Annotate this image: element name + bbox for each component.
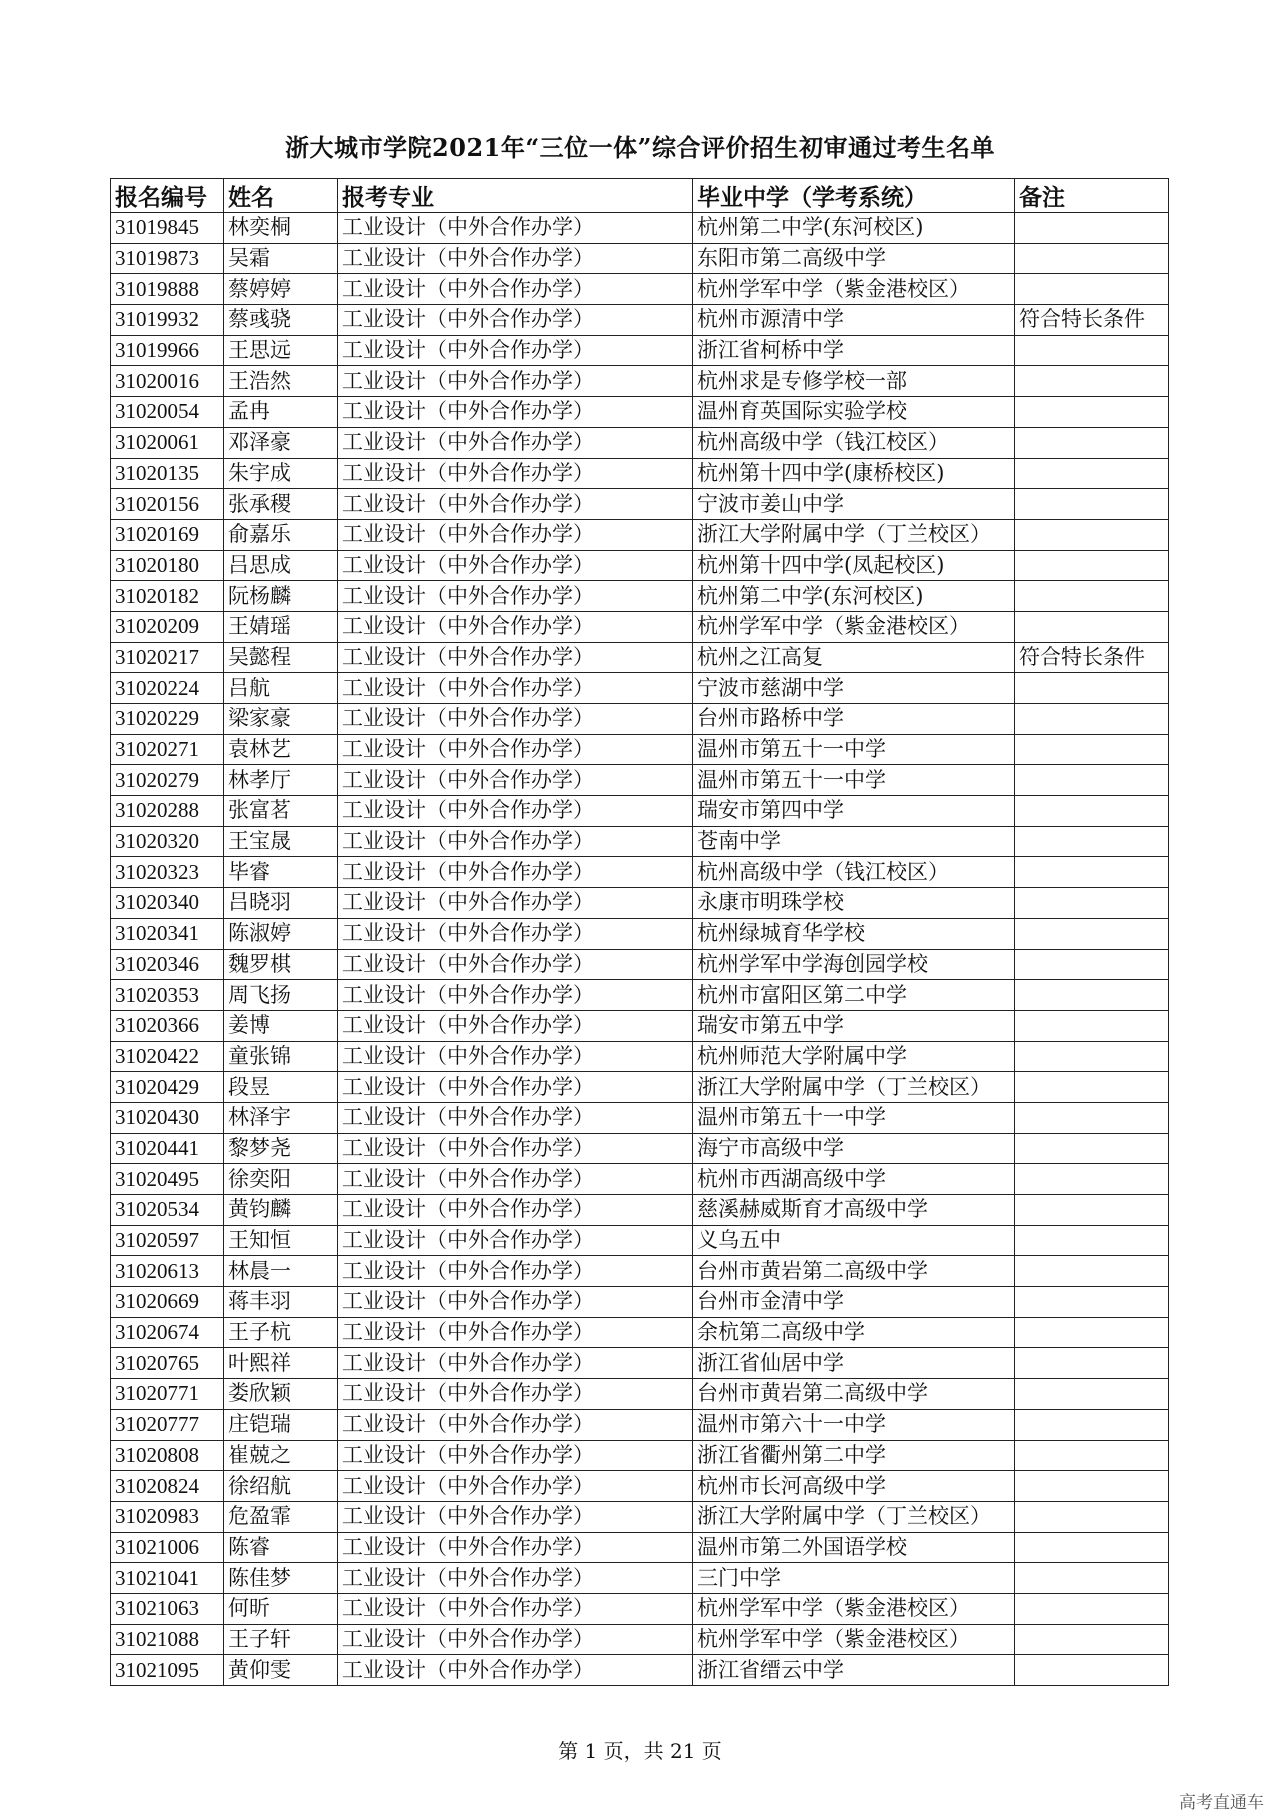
cell-major: 工业设计（中外合作办学） [338, 611, 693, 642]
cell-remark [1015, 826, 1169, 857]
cell-school: 杭州高级中学（钱江校区） [693, 427, 1015, 458]
cell-major: 工业设计（中外合作办学） [338, 1010, 693, 1041]
cell-remark [1015, 1532, 1169, 1563]
cell-id: 31020824 [111, 1471, 224, 1502]
candidate-table [110, 178, 1169, 1686]
cell-major: 工业设计（中外合作办学） [338, 918, 693, 949]
cell-school: 杭州学军中学海创园学校 [693, 949, 1015, 980]
table-row [111, 1409, 1169, 1440]
header-school: 毕业中学（学考系统） [693, 179, 1015, 213]
cell-major: 工业设计（中外合作办学） [338, 550, 693, 581]
cell-school: 杭州求是专修学校一部 [693, 366, 1015, 397]
cell-name: 黄钧麟 [224, 1195, 338, 1226]
cell-id: 31020983 [111, 1501, 224, 1532]
cell-major: 工业设计（中外合作办学） [338, 581, 693, 612]
table-row [111, 888, 1169, 919]
cell-remark [1015, 980, 1169, 1011]
cell-school: 杭州市西湖高级中学 [693, 1164, 1015, 1195]
cell-id: 31019966 [111, 335, 224, 366]
cell-remark [1015, 765, 1169, 796]
page-number: 第 1 页，共 21 页 [558, 1739, 722, 1763]
cell-remark [1015, 458, 1169, 489]
table-row [111, 427, 1169, 458]
table-header-row [111, 179, 1169, 213]
cell-major: 工业设计（中外合作办学） [338, 1348, 693, 1379]
cell-name: 黄仰雯 [224, 1655, 338, 1686]
cell-school: 台州市金清中学 [693, 1287, 1015, 1318]
cell-name: 叶熙祥 [224, 1348, 338, 1379]
cell-major: 工业设计（中外合作办学） [338, 1593, 693, 1624]
cell-major: 工业设计（中外合作办学） [338, 826, 693, 857]
table-row [111, 734, 1169, 765]
table-row [111, 857, 1169, 888]
cell-name: 危盈霏 [224, 1501, 338, 1532]
cell-remark [1015, 1317, 1169, 1348]
cell-name: 袁林艺 [224, 734, 338, 765]
cell-id: 31020429 [111, 1072, 224, 1103]
cell-school: 慈溪赫威斯育才高级中学 [693, 1195, 1015, 1226]
cell-remark [1015, 949, 1169, 980]
cell-remark [1015, 1501, 1169, 1532]
cell-school: 杭州高级中学（钱江校区） [693, 857, 1015, 888]
cell-id: 31020320 [111, 826, 224, 857]
cell-name: 林泽宇 [224, 1102, 338, 1133]
cell-remark [1015, 1471, 1169, 1502]
cell-id: 31020169 [111, 519, 224, 550]
cell-major: 工业设计（中外合作办学） [338, 1471, 693, 1502]
cell-name: 徐绍航 [224, 1471, 338, 1502]
cell-school: 杭州市源清中学 [693, 305, 1015, 336]
cell-remark [1015, 1624, 1169, 1655]
cell-school: 温州市第六十一中学 [693, 1409, 1015, 1440]
cell-major: 工业设计（中外合作办学） [338, 1256, 693, 1287]
cell-remark: 符合特长条件 [1015, 642, 1169, 673]
watermark: 高考直通车 [1179, 1793, 1264, 1813]
cell-id: 31020135 [111, 458, 224, 489]
cell-name: 魏罗棋 [224, 949, 338, 980]
cell-id: 31020422 [111, 1041, 224, 1072]
cell-major: 工业设计（中外合作办学） [338, 1287, 693, 1318]
cell-name: 孟冉 [224, 397, 338, 428]
cell-major: 工业设计（中外合作办学） [338, 335, 693, 366]
cell-id: 31020209 [111, 611, 224, 642]
cell-school: 杭州第十四中学(凤起校区) [693, 550, 1015, 581]
cell-major: 工业设计（中外合作办学） [338, 949, 693, 980]
cell-remark [1015, 1655, 1169, 1686]
cell-id: 31020054 [111, 397, 224, 428]
cell-id: 31019932 [111, 305, 224, 336]
cell-id: 31020808 [111, 1440, 224, 1471]
cell-id: 31020765 [111, 1348, 224, 1379]
cell-id: 31020366 [111, 1010, 224, 1041]
cell-school: 温州市第二外国语学校 [693, 1532, 1015, 1563]
cell-id: 31021063 [111, 1593, 224, 1624]
cell-school: 台州市黄岩第二高级中学 [693, 1256, 1015, 1287]
table-row [111, 1532, 1169, 1563]
cell-remark [1015, 1440, 1169, 1471]
cell-id: 31019888 [111, 274, 224, 305]
cell-remark [1015, 489, 1169, 520]
cell-major: 工业设计（中外合作办学） [338, 243, 693, 274]
cell-remark [1015, 1563, 1169, 1594]
cell-remark [1015, 1072, 1169, 1103]
cell-school: 瑞安市第四中学 [693, 796, 1015, 827]
cell-name: 王知恒 [224, 1225, 338, 1256]
cell-major: 工业设计（中外合作办学） [338, 1532, 693, 1563]
table-row [111, 519, 1169, 550]
table-row [111, 1072, 1169, 1103]
cell-id: 31019873 [111, 243, 224, 274]
table-row [111, 1102, 1169, 1133]
cell-remark [1015, 857, 1169, 888]
cell-name: 蒋丰羽 [224, 1287, 338, 1318]
cell-name: 俞嘉乐 [224, 519, 338, 550]
cell-name: 张承稷 [224, 489, 338, 520]
cell-school: 瑞安市第五中学 [693, 1010, 1015, 1041]
cell-major: 工业设计（中外合作办学） [338, 1624, 693, 1655]
cell-major: 工业设计（中外合作办学） [338, 1072, 693, 1103]
table-row [111, 1471, 1169, 1502]
table-row [111, 1041, 1169, 1072]
cell-name: 王思远 [224, 335, 338, 366]
cell-school: 海宁市高级中学 [693, 1133, 1015, 1164]
cell-id: 31020279 [111, 765, 224, 796]
cell-school: 杭州第二中学(东河校区) [693, 213, 1015, 244]
table-row [111, 1563, 1169, 1594]
cell-school: 义乌五中 [693, 1225, 1015, 1256]
cell-id: 31021088 [111, 1624, 224, 1655]
table-row [111, 1133, 1169, 1164]
cell-major: 工业设计（中外合作办学） [338, 704, 693, 735]
table-row [111, 1164, 1169, 1195]
table-row [111, 642, 1169, 673]
cell-remark [1015, 888, 1169, 919]
cell-major: 工业设计（中外合作办学） [338, 213, 693, 244]
cell-major: 工业设计（中外合作办学） [338, 1440, 693, 1471]
cell-id: 31021041 [111, 1563, 224, 1594]
cell-id: 31020495 [111, 1164, 224, 1195]
cell-name: 林孝厅 [224, 765, 338, 796]
cell-remark [1015, 1256, 1169, 1287]
cell-name: 朱宇成 [224, 458, 338, 489]
cell-school: 浙江省仙居中学 [693, 1348, 1015, 1379]
cell-major: 工业设计（中外合作办学） [338, 427, 693, 458]
table-row [111, 550, 1169, 581]
cell-id: 31020156 [111, 489, 224, 520]
cell-major: 工业设计（中外合作办学） [338, 1225, 693, 1256]
table-row [111, 1225, 1169, 1256]
cell-school: 杭州师范大学附属中学 [693, 1041, 1015, 1072]
cell-name: 周飞扬 [224, 980, 338, 1011]
table-row [111, 1440, 1169, 1471]
table-row [111, 704, 1169, 735]
cell-id: 31020534 [111, 1195, 224, 1226]
cell-school: 浙江省衢州第二中学 [693, 1440, 1015, 1471]
cell-major: 工业设计（中外合作办学） [338, 1379, 693, 1410]
cell-remark [1015, 1041, 1169, 1072]
cell-name: 林晨一 [224, 1256, 338, 1287]
cell-name: 徐奕阳 [224, 1164, 338, 1195]
cell-major: 工业设计（中外合作办学） [338, 888, 693, 919]
cell-remark [1015, 796, 1169, 827]
cell-major: 工业设计（中外合作办学） [338, 1563, 693, 1594]
page-title: 浙大城市学院2021年“三位一体”综合评价招生初审通过考生名单 [285, 133, 995, 162]
cell-remark [1015, 1379, 1169, 1410]
table-row [111, 1256, 1169, 1287]
cell-name: 吕晓羽 [224, 888, 338, 919]
cell-major: 工业设计（中外合作办学） [338, 305, 693, 336]
cell-remark [1015, 427, 1169, 458]
cell-remark [1015, 581, 1169, 612]
cell-remark [1015, 1287, 1169, 1318]
cell-name: 黎梦尧 [224, 1133, 338, 1164]
table-row [111, 796, 1169, 827]
cell-school: 杭州第二中学(东河校区) [693, 581, 1015, 612]
cell-school: 浙江大学附属中学（丁兰校区） [693, 1501, 1015, 1532]
cell-school: 杭州第十四中学(康桥校区) [693, 458, 1015, 489]
cell-id: 31020353 [111, 980, 224, 1011]
cell-school: 杭州学军中学（紫金港校区） [693, 274, 1015, 305]
cell-major: 工业设计（中外合作办学） [338, 765, 693, 796]
cell-school: 杭州市长河高级中学 [693, 1471, 1015, 1502]
table-row [111, 1655, 1169, 1686]
table-row [111, 366, 1169, 397]
cell-id: 31021095 [111, 1655, 224, 1686]
cell-school: 三门中学 [693, 1563, 1015, 1594]
table-row [111, 1317, 1169, 1348]
cell-remark [1015, 1195, 1169, 1226]
cell-name: 吕思成 [224, 550, 338, 581]
table-row [111, 243, 1169, 274]
table-row [111, 458, 1169, 489]
cell-remark [1015, 611, 1169, 642]
cell-school: 宁波市姜山中学 [693, 489, 1015, 520]
cell-name: 王子杭 [224, 1317, 338, 1348]
cell-name: 吕航 [224, 673, 338, 704]
cell-major: 工业设计（中外合作办学） [338, 796, 693, 827]
cell-school: 东阳市第二高级中学 [693, 243, 1015, 274]
table-row [111, 1379, 1169, 1410]
cell-name: 吴霜 [224, 243, 338, 274]
cell-name: 段昱 [224, 1072, 338, 1103]
table-row [111, 1195, 1169, 1226]
cell-remark [1015, 918, 1169, 949]
cell-major: 工业设计（中外合作办学） [338, 673, 693, 704]
cell-remark: 符合特长条件 [1015, 305, 1169, 336]
cell-remark [1015, 1593, 1169, 1624]
cell-id: 31020271 [111, 734, 224, 765]
table-row [111, 305, 1169, 336]
table-row [111, 335, 1169, 366]
table-row [111, 765, 1169, 796]
cell-school: 永康市明珠学校 [693, 888, 1015, 919]
cell-id: 31020441 [111, 1133, 224, 1164]
cell-remark [1015, 335, 1169, 366]
cell-id: 31020224 [111, 673, 224, 704]
table-row [111, 213, 1169, 244]
cell-remark [1015, 1225, 1169, 1256]
table-row [111, 826, 1169, 857]
header-name: 姓名 [224, 179, 338, 213]
cell-name: 陈佳梦 [224, 1563, 338, 1594]
cell-name: 毕睿 [224, 857, 338, 888]
cell-id: 31020346 [111, 949, 224, 980]
cell-major: 工业设计（中外合作办学） [338, 857, 693, 888]
cell-id: 31020229 [111, 704, 224, 735]
cell-name: 童张锦 [224, 1041, 338, 1072]
cell-major: 工业设计（中外合作办学） [338, 1133, 693, 1164]
cell-school: 台州市路桥中学 [693, 704, 1015, 735]
table-row [111, 918, 1169, 949]
table-row [111, 1624, 1169, 1655]
table-body [111, 213, 1169, 1686]
table-row [111, 1501, 1169, 1532]
cell-name: 何昕 [224, 1593, 338, 1624]
cell-school: 温州市第五十一中学 [693, 765, 1015, 796]
cell-id: 31020180 [111, 550, 224, 581]
cell-major: 工业设计（中外合作办学） [338, 1195, 693, 1226]
table-row [111, 397, 1169, 428]
table-row [111, 1287, 1169, 1318]
cell-name: 陈淑婷 [224, 918, 338, 949]
cell-id: 31020341 [111, 918, 224, 949]
cell-school: 浙江省柯桥中学 [693, 335, 1015, 366]
cell-id: 31020771 [111, 1379, 224, 1410]
cell-school: 浙江省缙云中学 [693, 1655, 1015, 1686]
cell-name: 陈睿 [224, 1532, 338, 1563]
header-major: 报考专业 [338, 179, 693, 213]
cell-remark [1015, 1348, 1169, 1379]
cell-remark [1015, 366, 1169, 397]
cell-name: 邓泽豪 [224, 427, 338, 458]
cell-major: 工业设计（中外合作办学） [338, 1102, 693, 1133]
cell-remark [1015, 1010, 1169, 1041]
cell-name: 阮杨麟 [224, 581, 338, 612]
cell-major: 工业设计（中外合作办学） [338, 489, 693, 520]
cell-school: 余杭第二高级中学 [693, 1317, 1015, 1348]
cell-remark [1015, 734, 1169, 765]
cell-major: 工业设计（中外合作办学） [338, 1501, 693, 1532]
cell-name: 吴懿程 [224, 642, 338, 673]
cell-name: 王婧瑶 [224, 611, 338, 642]
header-id: 报名编号 [111, 179, 224, 213]
cell-school: 苍南中学 [693, 826, 1015, 857]
cell-id: 31021006 [111, 1532, 224, 1563]
cell-remark [1015, 397, 1169, 428]
cell-name: 娄欣颖 [224, 1379, 338, 1410]
cell-name: 王子轩 [224, 1624, 338, 1655]
cell-school: 杭州学军中学（紫金港校区） [693, 1593, 1015, 1624]
table-row [111, 1593, 1169, 1624]
cell-id: 31020061 [111, 427, 224, 458]
cell-remark [1015, 704, 1169, 735]
cell-school: 浙江大学附属中学（丁兰校区） [693, 1072, 1015, 1103]
cell-major: 工业设计（中外合作办学） [338, 397, 693, 428]
table-row [111, 1010, 1169, 1041]
cell-school: 杭州绿城育华学校 [693, 918, 1015, 949]
cell-remark [1015, 274, 1169, 305]
cell-name: 姜博 [224, 1010, 338, 1041]
cell-name: 林奕桐 [224, 213, 338, 244]
cell-remark [1015, 519, 1169, 550]
cell-id: 31020288 [111, 796, 224, 827]
cell-id: 31020597 [111, 1225, 224, 1256]
cell-school: 杭州学军中学（紫金港校区） [693, 611, 1015, 642]
cell-school: 台州市黄岩第二高级中学 [693, 1379, 1015, 1410]
table-row [111, 1348, 1169, 1379]
cell-id: 31020777 [111, 1409, 224, 1440]
cell-name: 崔兢之 [224, 1440, 338, 1471]
cell-major: 工业设计（中外合作办学） [338, 1317, 693, 1348]
cell-major: 工业设计（中外合作办学） [338, 642, 693, 673]
table-row [111, 949, 1169, 980]
cell-name: 张富茗 [224, 796, 338, 827]
cell-school: 杭州学军中学（紫金港校区） [693, 1624, 1015, 1655]
cell-remark [1015, 1133, 1169, 1164]
cell-name: 庄铠瑞 [224, 1409, 338, 1440]
cell-school: 杭州之江高复 [693, 642, 1015, 673]
cell-id: 31020669 [111, 1287, 224, 1318]
table-row [111, 581, 1169, 612]
cell-name: 王浩然 [224, 366, 338, 397]
table-row [111, 673, 1169, 704]
cell-id: 31020182 [111, 581, 224, 612]
cell-major: 工业设计（中外合作办学） [338, 1041, 693, 1072]
cell-school: 温州育英国际实验学校 [693, 397, 1015, 428]
cell-name: 蔡婷婷 [224, 274, 338, 305]
cell-id: 31020430 [111, 1102, 224, 1133]
cell-remark [1015, 1102, 1169, 1133]
cell-major: 工业设计（中外合作办学） [338, 1164, 693, 1195]
table-row [111, 489, 1169, 520]
table-row [111, 980, 1169, 1011]
cell-remark [1015, 1164, 1169, 1195]
cell-remark [1015, 213, 1169, 244]
cell-major: 工业设计（中外合作办学） [338, 1655, 693, 1686]
table-row [111, 611, 1169, 642]
cell-major: 工业设计（中外合作办学） [338, 366, 693, 397]
cell-remark [1015, 673, 1169, 704]
cell-id: 31020016 [111, 366, 224, 397]
cell-name: 蔡彧骁 [224, 305, 338, 336]
cell-name: 梁家豪 [224, 704, 338, 735]
table-row [111, 274, 1169, 305]
cell-id: 31020340 [111, 888, 224, 919]
cell-id: 31019845 [111, 213, 224, 244]
cell-remark [1015, 1409, 1169, 1440]
cell-id: 31020217 [111, 642, 224, 673]
cell-remark [1015, 550, 1169, 581]
cell-major: 工业设计（中外合作办学） [338, 519, 693, 550]
cell-major: 工业设计（中外合作办学） [338, 458, 693, 489]
cell-major: 工业设计（中外合作办学） [338, 980, 693, 1011]
cell-major: 工业设计（中外合作办学） [338, 274, 693, 305]
cell-school: 杭州市富阳区第二中学 [693, 980, 1015, 1011]
cell-major: 工业设计（中外合作办学） [338, 734, 693, 765]
cell-name: 王宝晟 [224, 826, 338, 857]
cell-id: 31020674 [111, 1317, 224, 1348]
cell-id: 31020613 [111, 1256, 224, 1287]
cell-school: 温州市第五十一中学 [693, 734, 1015, 765]
cell-remark [1015, 243, 1169, 274]
cell-school: 宁波市慈湖中学 [693, 673, 1015, 704]
header-remark: 备注 [1015, 179, 1169, 213]
cell-school: 浙江大学附属中学（丁兰校区） [693, 519, 1015, 550]
cell-major: 工业设计（中外合作办学） [338, 1409, 693, 1440]
cell-school: 温州市第五十一中学 [693, 1102, 1015, 1133]
cell-id: 31020323 [111, 857, 224, 888]
